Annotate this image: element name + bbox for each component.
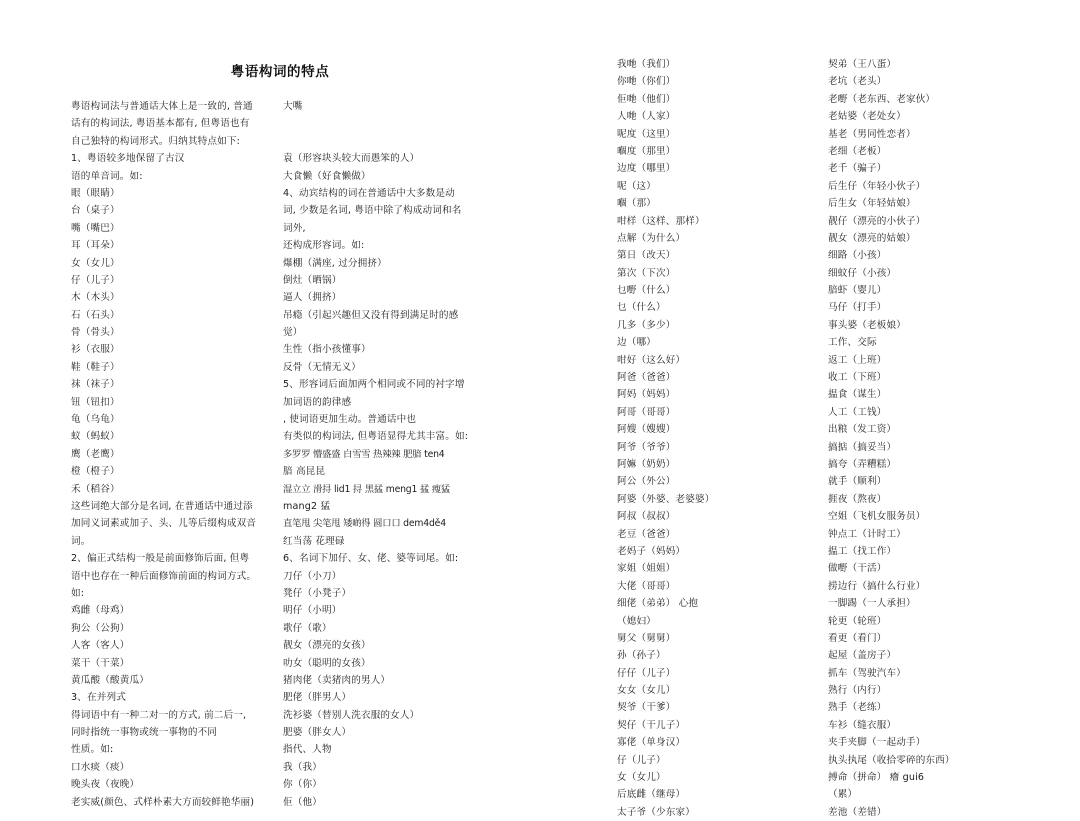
- text-line: 词, 少数是名词, 粤语中除了构成动词和名: [283, 205, 462, 217]
- text-line: 你哋（你们）: [617, 76, 676, 88]
- text-line: 女女（女儿）: [617, 685, 676, 697]
- text-line: 2、偏正式结构一般是前面修饰后面, 但粤: [71, 553, 250, 565]
- text-line: 阿公（外公）: [617, 476, 676, 488]
- text-line: 台（桌子）: [71, 205, 120, 217]
- text-line: 大食懒（好食懒做）: [283, 170, 371, 182]
- text-line: 1、粤语较多地保留了古汉: [71, 153, 185, 165]
- text-column-1: [71, 98, 276, 811]
- text-line: 木（木头）: [71, 292, 120, 304]
- text-line: 如:: [71, 587, 85, 599]
- text-line: 车衫（缝衣服）: [828, 719, 897, 731]
- text-line: 阿爷（爷爷）: [617, 441, 676, 453]
- text-line: 鸡雌（母鸡）: [71, 605, 130, 617]
- text-line: 歌仔（歌）: [283, 622, 332, 634]
- text-line: 基老（男同性恋者）: [828, 128, 916, 140]
- text-line: 靓仔（漂亮的小伙子）: [828, 215, 926, 227]
- text-line: 人哋（人家）: [617, 111, 676, 123]
- text-line: 黄瓜酸（酸黄瓜）: [71, 674, 149, 686]
- text-column-4: [828, 56, 1043, 821]
- text-line: 大嘴: [283, 101, 303, 112]
- text-line: 人工（工钱）: [828, 406, 887, 418]
- text-line: 反骨（无情无义）: [283, 361, 361, 373]
- text-line: 老细（老板）: [828, 145, 887, 157]
- text-line: 湿立立 滑挦 lid1 挦 黑掹 meng1 掹 瘦猛: [283, 483, 451, 495]
- text-line: 呢度（这里）: [617, 128, 676, 140]
- text-line: 倒灶（晒锅）: [283, 274, 342, 286]
- text-line: 衫（衣服）: [71, 344, 120, 356]
- text-line: 返工（上班）: [828, 354, 887, 366]
- text-line: 阿嫲（奶奶）: [617, 458, 676, 470]
- text-line: 腤 高昆昆: [283, 466, 326, 478]
- text-line: 边（哪）: [617, 337, 656, 349]
- text-line: 这些词绝大部分是名词, 在普通话中通过添: [71, 500, 253, 512]
- text-line: 边度（哪里）: [617, 163, 676, 175]
- text-line: 话有的构词法, 粤语基本都有, 但粤语也有: [71, 118, 250, 130]
- text-line: 指代、人物: [283, 744, 332, 756]
- text-line: 还构成形容词。如:: [283, 240, 365, 252]
- text-line: 我哋（我们）: [617, 59, 676, 70]
- text-line: 老千（骗子）: [828, 163, 887, 175]
- text-line: 老嘢（老东西、老家伙）: [828, 93, 936, 105]
- text-line: 蚁（蚂蚁）: [71, 431, 120, 443]
- text-line: 工作、交际: [828, 337, 877, 349]
- text-line: 6、名词下加仔、女、佬、婆等词尾。如:: [283, 553, 459, 565]
- text-line: 寡佬（单身汉）: [617, 737, 686, 749]
- text-line: 吊瘾（引起兴趣但又没有得到满足时的感: [283, 309, 459, 321]
- text-line: 词。: [71, 535, 91, 547]
- text-line: 有类似的构词法, 但粤语显得尤其丰富。如:: [283, 431, 469, 443]
- text-line: 5、形容词后面加两个相同或不同的衬字增: [283, 379, 465, 391]
- text-line: 咁样（这样、那样）: [617, 215, 705, 227]
- text-line: 嗰（那）: [617, 198, 656, 210]
- text-line: 洗衫婆（替别人洗衣服的女人）: [283, 709, 420, 721]
- text-line: 捞边行（搞什么行业）: [828, 580, 926, 592]
- text-line: 细路（小孩）: [828, 250, 887, 262]
- text-line: 细蚊仔（小孩）: [828, 267, 897, 279]
- text-line: 一脚踢（一人承担）: [828, 598, 916, 610]
- text-line: 肥婆（胖女人）: [283, 727, 352, 739]
- text-line: 抓车（驾驶汽车）: [828, 667, 906, 679]
- text-line: 觉）: [283, 327, 303, 339]
- text-line: 龟（乌龟）: [71, 414, 120, 426]
- text-line: 差池（差错）: [828, 806, 887, 818]
- page-title: 粤语构词的特点: [230, 64, 330, 80]
- text-line: 孙（孙子）: [617, 650, 666, 662]
- text-line: 狗公（公狗）: [71, 622, 130, 634]
- text-line: 空姐（飞机女服务员）: [828, 511, 926, 523]
- text-line: [283, 133, 498, 150]
- text-line: 仔（儿子）: [71, 274, 120, 286]
- text-line: 多罗罗 懵盛盛 白雪雪 热辣辣 肥腤 ten4: [283, 448, 445, 460]
- text-line: 鹰（老鹰）: [71, 448, 120, 460]
- text-line: 钟点工（计时工）: [828, 528, 906, 540]
- text-line: 捱夜（熬夜）: [828, 493, 887, 505]
- text-line: 仔（儿子）: [617, 754, 666, 766]
- text-line: 语的单音词。如:: [71, 170, 143, 182]
- text-line: 眼（眼睛）: [71, 187, 120, 199]
- text-line: 生性（指小孩懂事）: [283, 344, 371, 356]
- text-line: 逼人（拥挤）: [283, 292, 342, 304]
- text-line: 老豆（爸爸）: [617, 528, 676, 540]
- text-line: 轮更（轮班）: [828, 615, 887, 627]
- text-line: 点解（为什么）: [617, 232, 686, 244]
- text-line: 后底雌（继母）: [617, 789, 686, 801]
- text-line: [283, 115, 498, 132]
- text-line: 搞掂（搞妥当）: [828, 441, 897, 453]
- text-line: 刀仔（小刀）: [283, 570, 342, 582]
- text-line: 自己独特的构词形式。归纳其特点如下:: [71, 135, 241, 147]
- text-line: 靓女（漂亮的姑娘）: [828, 232, 916, 244]
- text-line: 袜（袜子）: [71, 379, 120, 391]
- text-line: 乜嘢（什么）: [617, 285, 676, 297]
- text-line: 几多（多少）: [617, 319, 676, 331]
- text-line: 揾工（找工作）: [828, 545, 897, 557]
- text-line: 第日（改天）: [617, 250, 676, 262]
- text-line: 咁好（这么好）: [617, 354, 686, 366]
- text-line: 佢（他）: [283, 796, 322, 808]
- text-line: 靓女（漂亮的女孩）: [283, 640, 371, 652]
- text-line: 石（石头）: [71, 309, 120, 321]
- text-line: （媳妇）: [617, 615, 656, 627]
- text-line: , 使词语更加生动。普通话中也: [283, 414, 417, 426]
- text-line: 骨（骨头）: [71, 327, 120, 339]
- text-line: 明仔（小明）: [283, 605, 342, 617]
- text-line: 阿爸（爸爸）: [617, 372, 676, 384]
- text-column-2: [283, 98, 498, 811]
- text-line: 后生仔（年轻小伙子）: [828, 180, 926, 192]
- text-line: 搏命（拼命） 癐 gui6: [828, 772, 925, 784]
- text-line: 禾（稻谷）: [71, 483, 120, 495]
- text-line: 第次（下次）: [617, 267, 676, 279]
- text-line: 后生女（年轻姑娘）: [828, 198, 916, 210]
- text-line: 耳（耳朵）: [71, 240, 120, 252]
- text-line: 老坑（老头）: [828, 76, 887, 88]
- text-line: 加词语的韵律感: [283, 396, 352, 408]
- text-line: 你（你）: [283, 779, 322, 791]
- text-line: 佢哋（他们）: [617, 93, 676, 105]
- text-line: 爆棚（满座, 过分拥挤）: [283, 257, 387, 269]
- text-line: 老姑婆（老处女）: [828, 111, 906, 123]
- text-line: 细佬（弟弟） 心抱: [617, 598, 699, 610]
- text-line: 舅父（舅舅）: [617, 632, 676, 644]
- text-line: 老实威(颜色、式样朴素大方而较鲜艳华丽): [71, 796, 255, 808]
- text-line: 腤虾（婴儿）: [828, 285, 887, 297]
- text-line: 家姐（姐姐）: [617, 563, 676, 575]
- text-line: 人客（客人）: [71, 640, 130, 652]
- text-line: 出粮（发工资）: [828, 424, 897, 436]
- text-line: 粤语构词法与普通话大体上是一致的, 普通: [71, 101, 253, 112]
- text-line: 太子爷（少东家）: [617, 806, 695, 818]
- text-line: 性质。如:: [71, 744, 114, 756]
- text-line: 女（女儿）: [71, 257, 120, 269]
- text-line: 袁（形容块头较大而愚笨的人）: [283, 153, 420, 165]
- text-line: 熟行（内行）: [828, 685, 887, 697]
- text-line: 词外,: [283, 222, 306, 234]
- text-line: 熟手（老练）: [828, 702, 887, 714]
- text-line: 事头婆（老板娘）: [828, 319, 906, 331]
- text-line: 仔仔（儿子）: [617, 667, 676, 679]
- text-line: 阿妈（妈妈）: [617, 389, 676, 401]
- text-line: 加同义词素或加子、头、儿等后缀构成双音: [71, 518, 257, 530]
- text-line: 语中也存在一种后面修饰前面的构词方式。: [71, 570, 257, 582]
- text-line: 钮（钮扣）: [71, 396, 120, 408]
- text-line: 阿婆（外婆、老婆婆）: [617, 493, 715, 505]
- text-line: 阿嫂（嫂嫂）: [617, 424, 676, 436]
- text-line: 猪肉佬（卖猪肉的男人）: [283, 674, 391, 686]
- text-line: 叻女（聪明的女孩）: [283, 657, 371, 669]
- text-line: 得词语中有一种二对一的方式, 前二后一,: [71, 709, 247, 721]
- text-line: 马仔（打手）: [828, 302, 887, 314]
- text-line: 凳仔（小凳子）: [283, 587, 352, 599]
- text-line: 口水痰（痰）: [71, 761, 130, 773]
- text-line: 晚头夜（夜晚）: [71, 779, 140, 791]
- text-line: 红当荡 花理碌: [283, 535, 345, 547]
- text-line: 鞋（鞋子）: [71, 361, 120, 373]
- text-line: 搞夸（弄糟糕）: [828, 458, 897, 470]
- text-line: 呢（这）: [617, 180, 656, 192]
- text-line: mang2 猛: [283, 500, 331, 512]
- text-column-3: [617, 56, 807, 821]
- text-line: 夹手夹脚（一起动手）: [828, 737, 926, 749]
- text-line: 菜干（干菜）: [71, 657, 130, 669]
- text-line: 嘴（嘴巴）: [71, 222, 120, 234]
- text-line: 揾食（谋生）: [828, 389, 887, 401]
- text-line: 契弟（王八蛋）: [828, 59, 897, 70]
- text-line: 大佬（哥哥）: [617, 580, 676, 592]
- text-line: 橙（橙子）: [71, 466, 120, 478]
- text-line: （累）: [828, 789, 858, 801]
- text-line: 做嘢（干活）: [828, 563, 887, 575]
- text-line: 乜（什么）: [617, 302, 666, 314]
- text-line: 阿哥（哥哥）: [617, 406, 676, 418]
- text-line: 我（我）: [283, 761, 322, 773]
- text-line: 同时指统一事物或统一事物的不同: [71, 727, 218, 739]
- text-line: 契仔（干儿子）: [617, 719, 686, 731]
- text-line: 肥佬（胖男人）: [283, 692, 352, 704]
- text-line: 老妈子（妈妈）: [617, 545, 686, 557]
- text-line: 3、在并列式: [71, 692, 126, 704]
- text-line: 阿叔（叔叔）: [617, 511, 676, 523]
- text-line: 直笔甩 尖笔甩 矮啲得 圆口口 dem4dě4: [283, 518, 446, 530]
- text-line: 女（女儿）: [617, 772, 666, 784]
- text-line: 执头执尾（收拾零碎的东西）: [828, 754, 955, 766]
- text-line: 收工（下班）: [828, 372, 887, 384]
- text-line: 契爷（干爹）: [617, 702, 676, 714]
- text-line: 4、动宾结构的词在普通话中大多数是动: [283, 187, 455, 199]
- text-line: 起屋（盖房子）: [828, 650, 897, 662]
- text-line: 就手（顺利）: [828, 476, 887, 488]
- text-line: 看更（看门）: [828, 632, 887, 644]
- text-line: 嗰度（那里）: [617, 145, 676, 157]
